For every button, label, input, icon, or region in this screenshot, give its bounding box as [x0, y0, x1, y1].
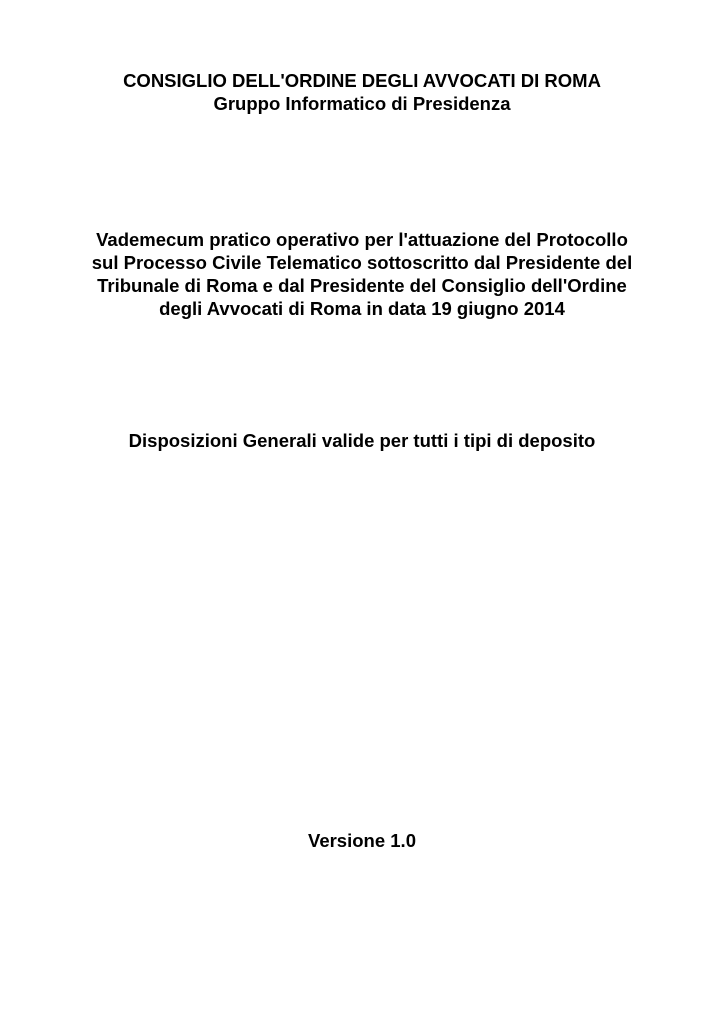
- title-line: Tribunale di Roma e dal Presidente del Consiglio dell'Ordine: [97, 275, 627, 296]
- subtitle-text: Disposizioni Generali valide per tutti i tipi di deposito: [128, 430, 596, 451]
- title-line: Vademecum pratico operativo per l'attuazione del Protocollo: [96, 229, 628, 250]
- title-line: sul Processo Civile Telematico sottoscritto dal Presidente del: [91, 252, 633, 273]
- document-title: [0, 228, 724, 320]
- group-name: Gruppo Informatico di Presidenza: [213, 93, 511, 114]
- organization-name: CONSIGLIO DELL'ORDINE DEGLI AVVOCATI DI ROMA: [123, 70, 601, 91]
- title-line: degli Avvocati di Roma in data 19 giugno 2014: [159, 298, 565, 319]
- version-text: Versione 1.0: [308, 830, 416, 851]
- document-version: [0, 829, 724, 852]
- document-subtitle: [0, 429, 724, 452]
- document-header: [0, 69, 724, 115]
